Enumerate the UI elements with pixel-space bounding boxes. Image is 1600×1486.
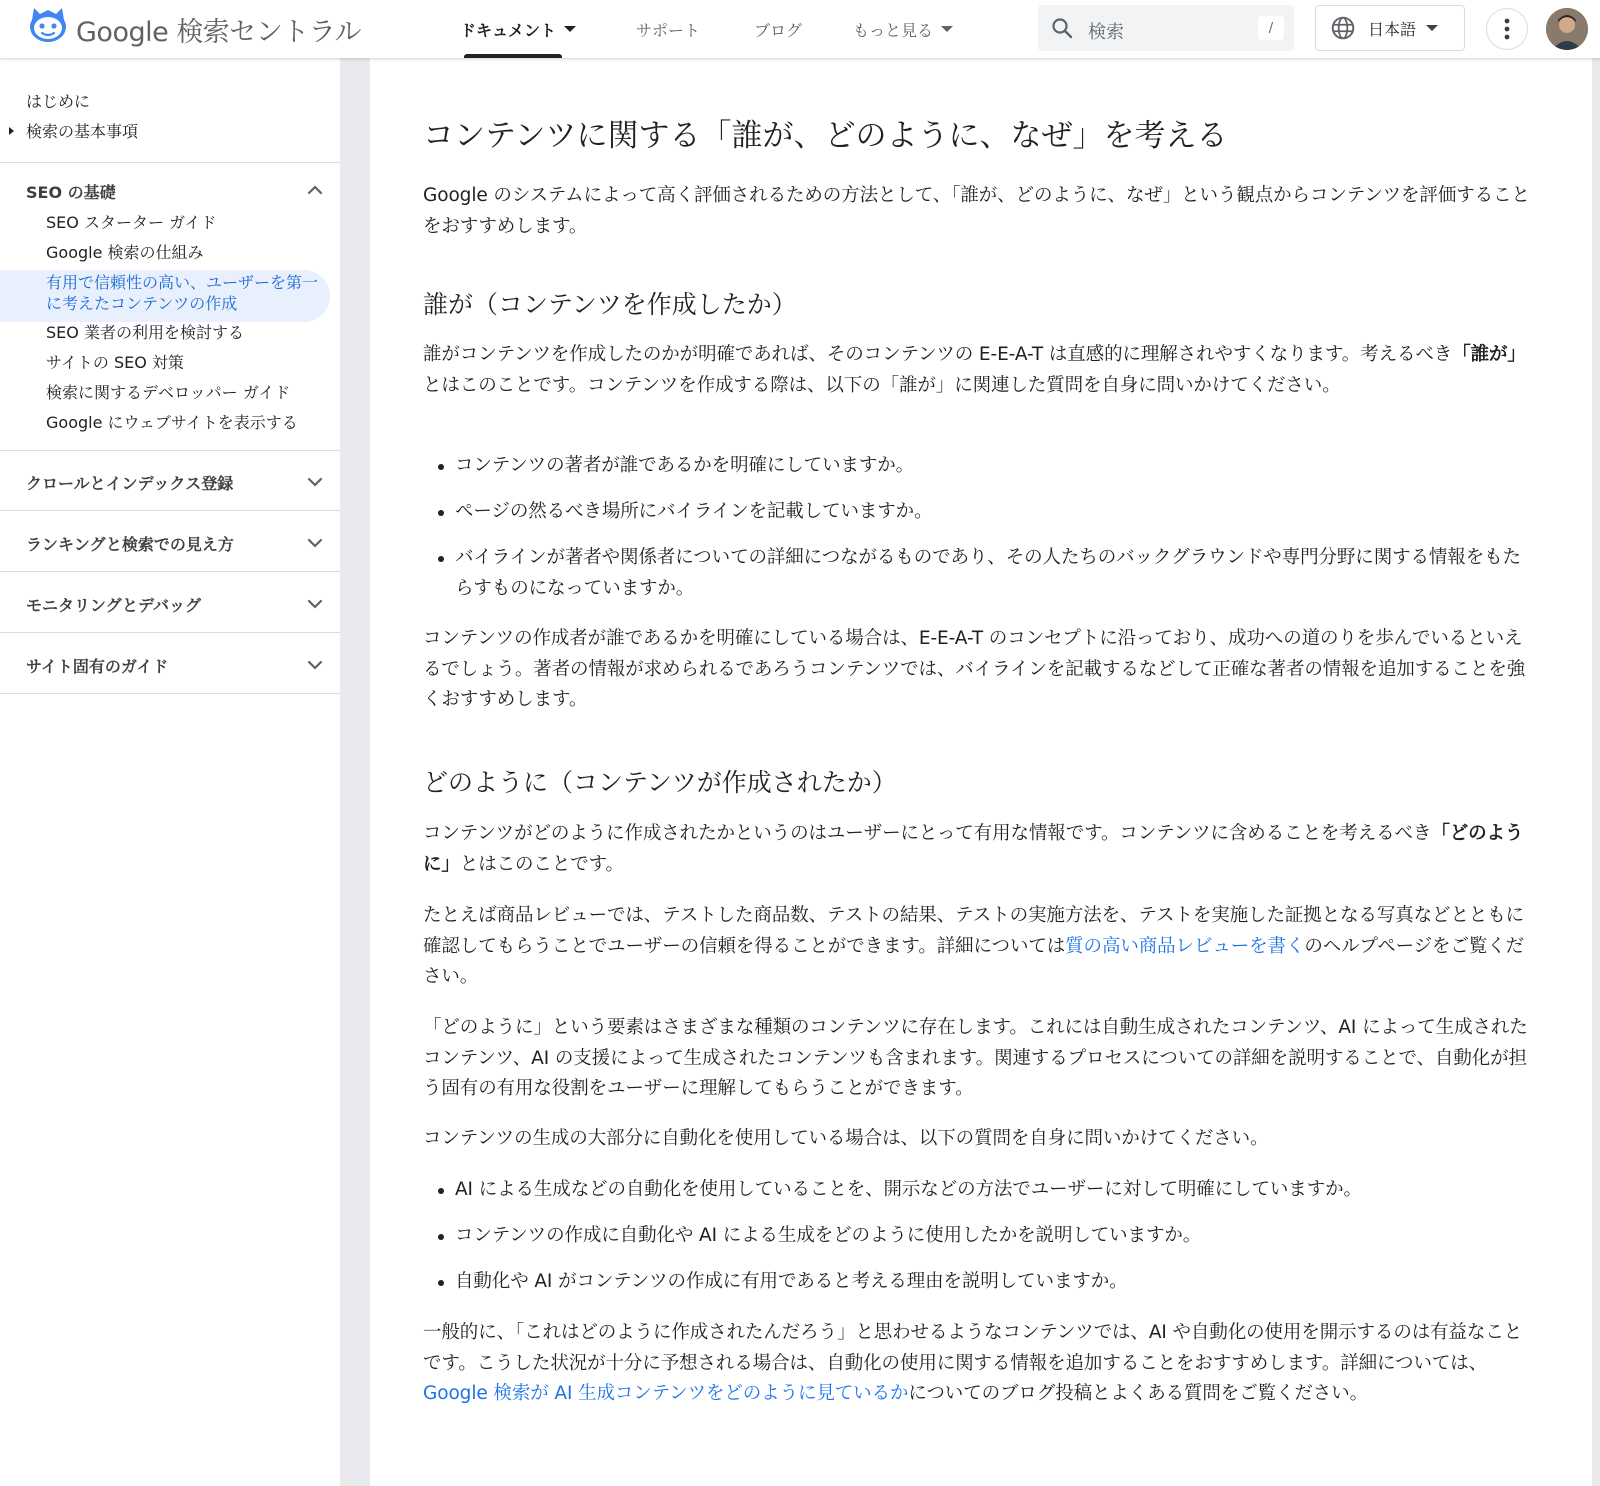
who-paragraph-2: コンテンツの作成者が誰であるかを明確にしている場合は、E-E-A-T のコンセプトに沿っており、成功への道のりを歩んでいるといえるでしょう。著者の情報が求められるであろうコンテンツでは、バイラインを記載するなどして正確な著者の情報を追加することを強くおすすめします。 (423, 628, 1526, 710)
bold-term: 「どのように」 (423, 823, 1524, 875)
chevron-down-icon (1426, 25, 1438, 31)
avatar-icon (1546, 8, 1588, 50)
how-paragraph-1 (423, 819, 1535, 880)
sidebar-section-crawling[interactable]: クロールとインデックス登録 (26, 474, 234, 493)
brand-suffix: 検索セントラル (176, 17, 362, 48)
list-item: コンテンツの作成に自動化や AI による生成をどのように使用したかを説明していますか。 (455, 1221, 1535, 1252)
sidebar-section-seo-basics[interactable]: SEO の基礎 (26, 183, 116, 202)
tab-label: もっと見る (853, 20, 934, 40)
chevron-down-icon (564, 26, 576, 32)
chevron-down-icon[interactable] (305, 472, 325, 492)
page-title: コンテンツに関する「誰が、どのように、なぜ」を考える (423, 118, 1228, 154)
more-options-button[interactable] (1486, 8, 1528, 50)
chevron-down-icon[interactable] (305, 533, 325, 553)
chevron-down-icon (941, 26, 953, 32)
sidebar-nav (0, 58, 340, 1486)
language-selector[interactable] (1315, 5, 1465, 51)
list-item: コンテンツの著者が誰であるかを明確にしていますか。 (455, 451, 1535, 482)
sidebar-divider (0, 510, 340, 511)
section-heading-who: 誰が（コンテンツを作成したか） (423, 290, 797, 319)
tab-blog[interactable] (754, 0, 802, 58)
sidebar-item-helpful-content[interactable]: 有用で信頼性の高い、ユーザーを第一に考えたコンテンツの作成 (46, 273, 319, 313)
text-span: コンテンツがどのように作成されたかというのはユーザーにとって有用な情報です。コンテンツに含めることを考えるべき (423, 823, 1432, 844)
main-content (370, 58, 1600, 1486)
sidebar-divider (0, 162, 340, 163)
list-item: バイラインが著者や関係者についての詳細につながるものであり、その人たちのバックグラウンドや専門分野に関する情報をもたらすものになっていますか。 (455, 543, 1535, 604)
list-item: 自動化や AI がコンテンツの作成に有用であると考える理由を説明していますか。 (455, 1267, 1535, 1298)
chevron-up-icon[interactable] (305, 180, 325, 200)
sidebar-divider (0, 450, 340, 451)
sidebar-item-hire-seo[interactable]: SEO 業者の利用を検討する (46, 323, 244, 342)
product-review-link[interactable]: 質の高い商品レビューを書く (1065, 935, 1305, 957)
chevron-down-icon[interactable] (305, 655, 325, 675)
text-span: のヘルプページをご覧ください。 (423, 935, 1525, 987)
how-paragraph-3: 「どのように」という要素はさまざまな種類のコンテンツに存在します。これには自動生成されたコンテンツ、AI によって生成されたコンテンツ、AI の支援によって生成されたコンテンツも含まれます。関連するプロセスについての詳細を説明することで、自動化が担う固有の有用な役割をユーザーに理解してもらうことができます。 (423, 1017, 1528, 1099)
search-input[interactable] (1038, 5, 1294, 51)
top-header (0, 0, 1600, 58)
text-span: たとえば商品レビューでは、テストした商品数、テストの結果、テストの実施方法を、テストを実施した証拠となる写真などとともに確認してもらうことでユーザーの信頼を得ることができます。詳細については (423, 905, 1525, 957)
globe-icon (1330, 15, 1356, 41)
who-paragraph-1 (423, 340, 1535, 401)
text-span: 誰がコンテンツを作成したのかが明確であれば、そのコンテンツの E-E-A-T は直感的に理解されやすくなります。考えるべき (423, 344, 1453, 365)
tab-label: ブログ (754, 20, 803, 40)
sidebar-item-developer-guide[interactable]: 検索に関するデベロッパー ガイド (46, 383, 291, 402)
tab-label: サポート (636, 20, 701, 40)
text-span: 一般的に、「これはどのように作成されたんだろう」と思わせるようなコンテンツでは、AI や自動化の使用を開示するのは有益なことです。こうした状況が十分に予想される場合は、自動化の使用に関する情報を追加することをおすすめします。詳細については、 (423, 1322, 1523, 1374)
how-paragraph-2 (423, 901, 1535, 993)
text-span: とはこのことです。コンテンツを作成する際は、以下の「誰が」に関連した質問を自身に問いかけてください。 (423, 374, 1341, 396)
sidebar-section-monitoring[interactable]: モニタリングとデバッグ (26, 596, 202, 615)
how-paragraph-5 (423, 1318, 1535, 1410)
more-vert-icon (1504, 18, 1510, 40)
search-placeholder: 検索 (1088, 22, 1124, 43)
active-tab-indicator (464, 54, 562, 58)
how-paragraph-4: コンテンツの生成の大部分に自動化を使用している場合は、以下の質問を自身に問いかけてください。 (423, 1128, 1269, 1149)
search-central-logo-icon[interactable] (26, 4, 70, 44)
sidebar-section-site-specific[interactable]: サイト固有のガイド (26, 657, 169, 676)
section-heading-how: どのように（コンテンツが作成されたか） (423, 768, 897, 797)
tab-support[interactable] (636, 0, 700, 58)
sidebar-divider (0, 693, 340, 694)
brand-google: Google (76, 17, 169, 48)
sidebar-divider (0, 571, 340, 572)
search-shortcut-key: / (1258, 16, 1284, 40)
ai-content-blog-link[interactable]: Google 検索が AI 生成コンテンツをどのように見ているか (423, 1383, 909, 1404)
sidebar-item-seo-starter[interactable]: SEO スターター ガイド (46, 213, 217, 232)
search-icon (1050, 16, 1074, 40)
sidebar-item-site-seo[interactable]: サイトの SEO 対策 (46, 353, 184, 372)
tab-more[interactable] (853, 0, 953, 58)
sidebar-section-ranking[interactable]: ランキングと検索での見え方 (26, 535, 234, 554)
user-avatar[interactable] (1546, 8, 1588, 50)
language-label: 日本語 (1368, 19, 1417, 39)
text-span: についてのブログ投稿とよくある質問をご覧ください。 (908, 1383, 1369, 1404)
caret-right-icon[interactable] (9, 127, 14, 135)
tab-label: ドキュメント (460, 20, 557, 40)
chevron-down-icon[interactable] (305, 594, 325, 614)
sidebar-item-search-basics[interactable]: 検索の基本事項 (26, 122, 139, 141)
bold-term: 「誰が」 (1452, 344, 1526, 365)
tab-documents[interactable] (460, 0, 576, 58)
sidebar-item-how-search-works[interactable]: Google 検索の仕組み (46, 243, 204, 262)
brand-title[interactable] (76, 10, 361, 49)
sidebar-item-get-on-google[interactable]: Google にウェブサイトを表示する (46, 413, 298, 432)
list-item: ページの然るべき場所にバイラインを記載していますか。 (455, 497, 1535, 528)
text-span: とはこのことです。 (459, 853, 624, 875)
list-item: AI による生成などの自動化を使用していることを、開示などの方法でユーザーに対して明確にしていますか。 (455, 1175, 1535, 1206)
page-scrollbar[interactable] (1592, 58, 1600, 1486)
intro-paragraph: Google のシステムによって高く評価されるための方法として、「誰が、どのように、なぜ」という観点からコンテンツを評価することをおすすめします。 (423, 185, 1530, 237)
sidebar-item-intro[interactable]: はじめに (26, 92, 91, 111)
sidebar-divider (0, 632, 340, 633)
